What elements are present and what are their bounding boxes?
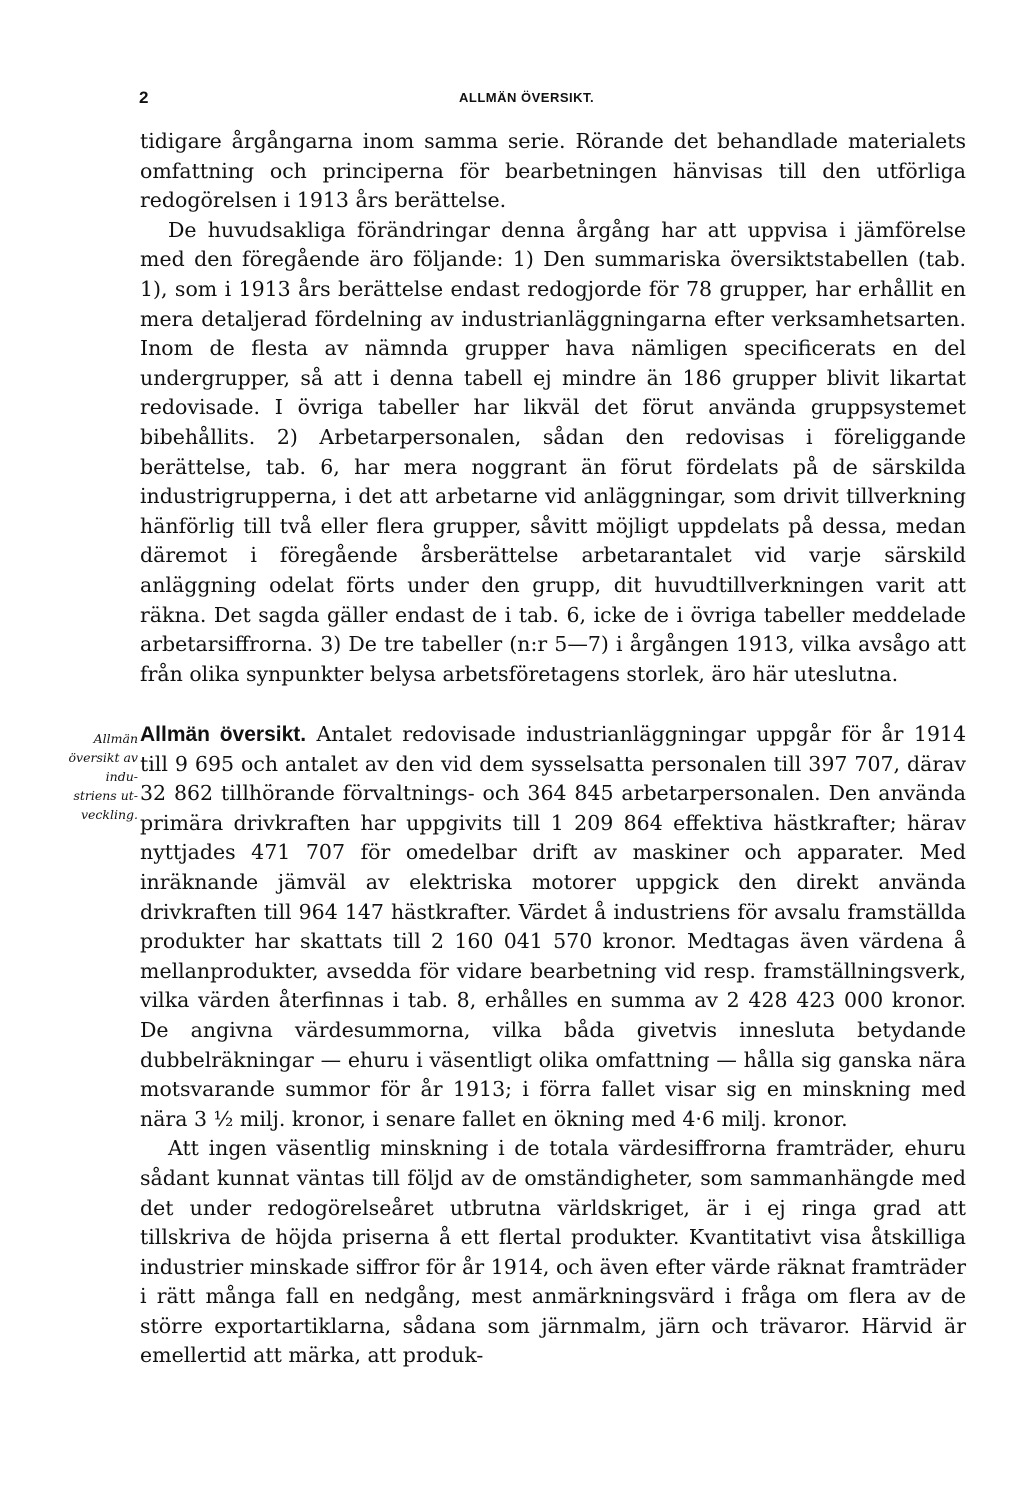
overview-paragraph-1 [140,720,966,1134]
margin-note-line: Allmän [93,731,138,746]
overview-section [140,720,966,1371]
intro-paragraph-2: De huvudsakliga förändringar denna årgång har att uppvisa i jämförelse med den föregående äro följande: 1) Den summariska översiktstabellen (tab. 1), som i 1913 års berättelse endast redogjorde för 78 grupper, har erhållit en mera detaljerad fördelning av industrianläggningarna efter verksamhetsarten. Inom de flesta av nämnda grupper hava nämligen specificerats en del undergrupper, så att i denna tabell ej mindre än 186 grupper blivit likartat redovisade. I övriga tabeller har likväl det förut använda gruppsystemet bibehållits. 2) Arbetarpersonalen, sådan den redovisas i föreliggande berättelse, tab. 6, har mera noggrant än förut fördelats på de särskilda industrigrupperna, i det att arbetarne vid anläggningar, som drivit tillverkning hänförlig till två eller flera grupper, såvitt möjligt uppdelats på dessa, medan däremot i föregående årsberättelse arbetarantalet vid varje särskild anläggning odelat förts under den grupp, dit huvudtillverkningen varit att räkna. Det sagda gäller endast de i tab. 6, icke de i övriga tabeller meddelade arbetarsiffrorna. 3) De tre tabeller (n:r 5—7) i årgången 1913, vilka avsågo att från olika synpunkter belysa arbetsföretagens storlek, äro här uteslutna. [140,217,966,686]
intro-paragraph-1: tidigare årgångarna inom samma serie. Rörande det behandlade materialets omfattning och principerna för bearbetningen hänvisas till den utförliga redogörelsen i 1913 års berättelse. [140,129,966,213]
margin-note [58,729,138,824]
section-heading: Allmän översikt. [140,723,307,746]
margin-note-line: striens ut- [73,788,138,803]
margin-note-line: indu- [105,769,138,784]
intro-section [140,127,966,689]
running-title: ALLMÄN ÖVERSIKT. [459,90,595,105]
overview-paragraph-1-text: Antalet redovisade industrianläggningar uppgår för år 1914 till 9 695 och antalet av den vid dem sysselsatta personalen till 397 707, därav 32 862 tillhörande förvaltnings- och 364 845 arbetarpersonalen. Den använda primära drivkraften har uppgivits till 1 209 864 effektiva hästkrafter; härav nyttjades 471 707 för omedelbar drift av maskiner och apparater. Med inräknande jämväl av elektriska motorer uppgick den direkt använda drivkraften till 964 147 hästkrafter. Värdet å industriens för avsalu framställda produkter har skattats till 2 160 041 570 kronor. Medtagas även värdena å mellanprodukter, avsedda för vidare bearbetning vid resp. framställningsverk, vilka värden återfinnas i tab. 8, erhålles en summa av 2 428 423 000 kronor. De angivna värdesummorna, vilka båda givetvis innesluta betydande dubbelräkningar — ehuru i väsentligt olika omfattning — hålla sig ganska nära motsvarande summor för år 1913; i förra fallet visar sig en minskning med nära 3 ½ milj. kronor, i senare fallet en ökning med 4·6 milj. kronor. [140,722,967,1131]
overview-paragraph-2: Att ingen väsentlig minskning i de totala värdesiffrorna framträder, ehuru sådant kunnat väntas till följd av de omständigheter, som sammanhängde med det under redogörelseåret utbrutna världskriget, är i ej ringa grad att tillskriva de höjda priserna å ett flertal produkter. Kvantitativt visa åtskilliga industrier minskade siffror för år 1914, och även efter värde räknat framträder i rätt många fall en nedgång, mest anmärkningsvärd i fråga om flera av de större exportartiklarna, sådana som järnmalm, järn och trävaror. Härvid är emellertid att märka, att produk- [140,1136,966,1368]
margin-note-line: översikt av [68,750,138,765]
page-number: 2 [139,88,149,107]
margin-note-line: veckling. [80,807,138,822]
